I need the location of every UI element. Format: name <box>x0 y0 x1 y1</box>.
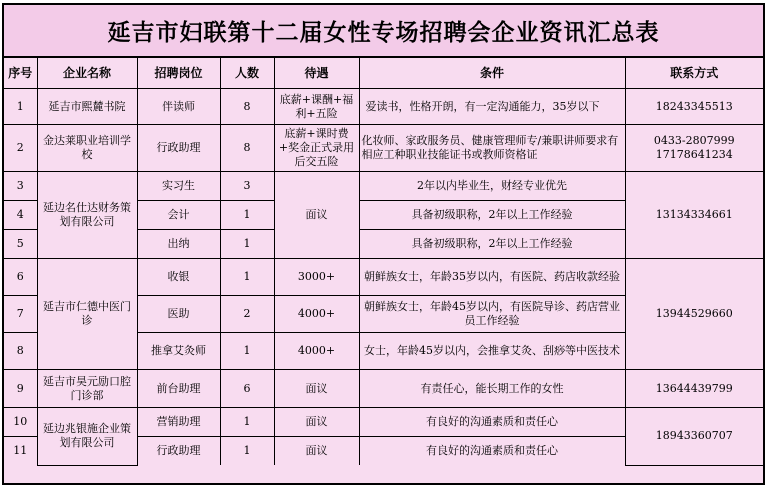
table-row <box>4 408 763 437</box>
position: 会计 <box>137 201 220 230</box>
pay: 面议 <box>274 437 359 466</box>
pay: 面议 <box>274 408 359 437</box>
company-name: 金达莱职业培训学校 <box>37 125 137 172</box>
requirements: 有良好的沟通素质和责任心 <box>359 408 625 437</box>
headcount: 3 <box>220 172 274 201</box>
contact-phone: 13134334661 <box>625 172 763 259</box>
position: 推拿艾灸师 <box>137 333 220 370</box>
pay: 4000+ <box>274 333 359 370</box>
headcount: 2 <box>220 296 274 333</box>
contact-phone: 13644439799 <box>625 370 763 408</box>
pay: 底薪+课酬+福利+五险 <box>274 89 359 125</box>
headcount: 1 <box>220 259 274 296</box>
contact-phone <box>625 125 763 172</box>
position: 行政助理 <box>137 125 220 172</box>
table-row <box>4 370 763 408</box>
row-index: 4 <box>4 201 37 230</box>
row-index: 8 <box>4 333 37 370</box>
row-index: 11 <box>4 437 37 466</box>
page-title: 延吉市妇联第十二届女性专场招聘会企业资讯汇总表 <box>4 5 763 57</box>
company-name: 延边名仕达财务策划有限公司 <box>37 172 137 259</box>
row-index: 2 <box>4 125 37 172</box>
pay: 底薪+课时费+奖金正式录用后交五险 <box>274 125 359 172</box>
headcount: 1 <box>220 437 274 466</box>
contact-phone: 18243345513 <box>625 89 763 125</box>
headcount: 1 <box>220 230 274 259</box>
header-count: 人数 <box>220 58 274 89</box>
contact-phone: 18943360707 <box>625 408 763 466</box>
table-row <box>4 89 763 125</box>
position: 伴读师 <box>137 89 220 125</box>
requirements: 2年以内毕业生，财经专业优先 <box>359 172 625 201</box>
position: 行政助理 <box>137 437 220 466</box>
table-frame <box>2 3 765 485</box>
header-index: 序号 <box>4 58 37 89</box>
contact-phone-line: 0433-2807999 <box>653 134 735 147</box>
row-index: 6 <box>4 259 37 296</box>
pay: 面议 <box>274 172 359 259</box>
contact-phone: 13944529660 <box>625 259 763 370</box>
contact-phone-line: 17178641234 <box>655 148 733 161</box>
header-pay: 待遇 <box>274 58 359 89</box>
pay: 面议 <box>274 370 359 408</box>
requirements: 女士，年龄45岁以内，会推拿艾灸、刮痧等中医技术 <box>359 333 625 370</box>
headcount: 6 <box>220 370 274 408</box>
company-name: 延边兆银施企业策划有限公司 <box>37 408 137 466</box>
position: 收银 <box>137 259 220 296</box>
row-index: 3 <box>4 172 37 201</box>
position: 出纳 <box>137 230 220 259</box>
row-index: 5 <box>4 230 37 259</box>
pay: 4000+ <box>274 296 359 333</box>
position: 医助 <box>137 296 220 333</box>
requirements: 朝鲜族女士，年龄35岁以内，有医院、药店收款经验 <box>359 259 625 296</box>
position: 实习生 <box>137 172 220 201</box>
requirements: 化妆师、家政服务员、健康管理师专/兼职讲师要求有相应工种职业技能证书或教师资格证 <box>359 125 625 172</box>
header-position: 招聘岗位 <box>137 58 220 89</box>
header-company: 企业名称 <box>37 58 137 89</box>
row-index: 9 <box>4 370 37 408</box>
table-row <box>4 125 763 172</box>
header-contact: 联系方式 <box>625 58 763 89</box>
company-name: 延吉市昊元励口腔门诊部 <box>37 370 137 408</box>
headcount: 1 <box>220 333 274 370</box>
headcount: 8 <box>220 125 274 172</box>
headcount: 1 <box>220 408 274 437</box>
table-row <box>4 259 763 296</box>
header-row <box>4 58 763 89</box>
requirements: 具备初级职称，2年以上工作经验 <box>359 230 625 259</box>
position: 前台助理 <box>137 370 220 408</box>
header-requirements: 条件 <box>359 58 625 89</box>
row-index: 1 <box>4 89 37 125</box>
requirements: 具备初级职称，2年以上工作经验 <box>359 201 625 230</box>
row-index: 7 <box>4 296 37 333</box>
requirements: 有责任心，能长期工作的女性 <box>359 370 625 408</box>
headcount: 1 <box>220 201 274 230</box>
company-name: 延吉市熙麓书院 <box>37 89 137 125</box>
table-row <box>4 172 763 201</box>
company-name: 延吉市仁德中医门诊 <box>37 259 137 370</box>
requirements: 有良好的沟通素质和责任心 <box>359 437 625 466</box>
row-index: 10 <box>4 408 37 437</box>
recruitment-table <box>4 57 763 466</box>
position: 营销助理 <box>137 408 220 437</box>
requirements: 朝鲜族女士，年龄45岁以内，有医院导诊、药店营业员工作经验 <box>359 296 625 333</box>
headcount: 8 <box>220 89 274 125</box>
pay: 3000+ <box>274 259 359 296</box>
requirements: 爱读书，性格开朗，有一定沟通能力，35岁以下 <box>359 89 625 125</box>
